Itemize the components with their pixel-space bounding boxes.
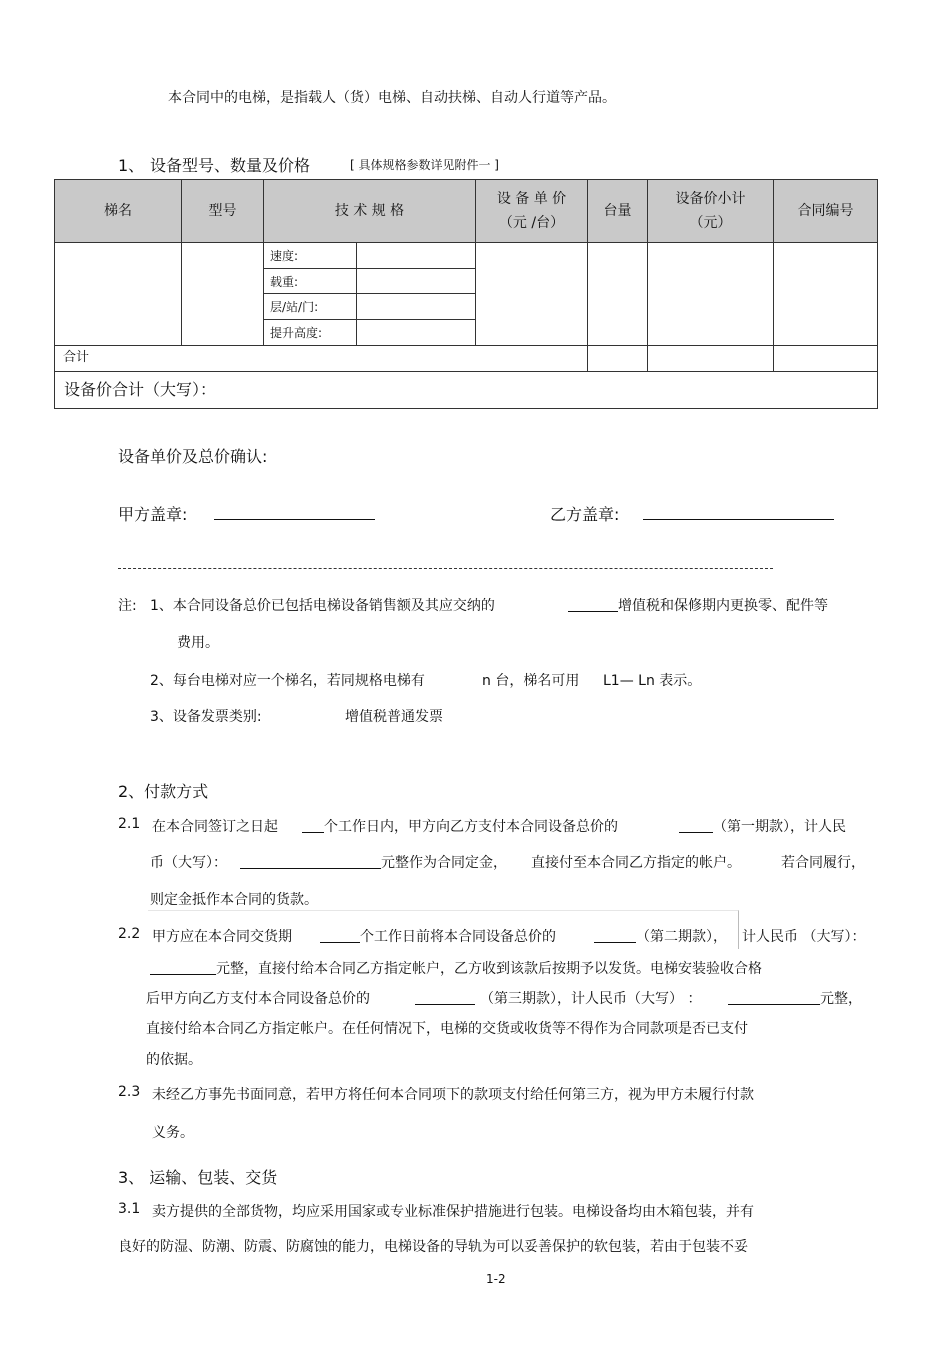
party-a-signature-line [214,519,375,520]
notes-label: 注: [118,598,137,614]
clause-2-2-text: 计人民币 （大写）： [742,929,866,945]
note3-invoice-type: 增值税普通发票 [345,709,443,725]
grand-total-label: 设备价合计（大写）： [64,380,217,399]
clause-2-1-blank-days [302,832,324,833]
divider [118,568,773,569]
clause-3-1-number: 3.1 [118,1201,141,1217]
total-subtotal [647,345,774,372]
note2-text: 2、每台电梯对应一个梯名，若同规格电梯有 [150,673,425,689]
clause-2-2-text: 直接付给本合同乙方指定帐户。在任何情况下，电梯的交货或收货等不得作为合同款项是否已支付 [146,1021,748,1037]
clause-3-1-text: 良好的防湿、防潮、防震、防腐蚀的能力，电梯设备的导轨为可以妥善保护的软包装，若由于包装不妥 [118,1239,748,1255]
clause-2-1-blank-amount [240,868,381,869]
note1-text-end: 费用。 [177,635,219,651]
total-quantity [587,345,648,372]
clause-2-1-blank-percent [679,832,713,833]
clause-2-2-text: 甲方应在本合同交货期 [152,929,292,945]
clause-2-2-text: 的依据。 [146,1052,202,1068]
note3-text: 3、设备发票类别: [150,709,262,725]
note1-text-cont: 增值税和保修期内更换零、配件等 [618,598,828,614]
page-number: 1-2 [486,1272,506,1286]
spec-row-value [356,268,476,294]
cell-subtotal [647,242,774,346]
section1-note: [ 具体规格参数详见附件一 ] [350,158,499,172]
clause-2-2-text: 个工作日前将本合同设备总价的 [360,929,556,945]
header-unit-price [475,179,588,243]
clause-2-2-text: （第二期款）， [636,929,727,945]
note2-text-end: L1— Ln 表示。 [603,673,702,689]
spec-row-value [356,242,476,269]
clause-2-1-text: 若合同履行， [781,855,865,871]
spec-floors-label: 层/站/门: [270,300,319,314]
header-spec-label: 技 术 规 格 [334,203,405,219]
header-name-label: 梯名 [104,203,132,219]
note1-blank [568,611,618,612]
header-quantity-label: 台量 [603,203,632,219]
clause-2-2-text: 后甲方向乙方支付本合同设备总价的 [146,991,370,1007]
cell-contract-no [773,242,878,346]
spec-row-label [263,242,357,269]
confirm-title: 设备单价及总价确认: [118,447,268,466]
cell-model [181,242,264,346]
section3-title: 3、 运输、包装、交货 [118,1168,278,1187]
header-subtotal [647,179,774,243]
clause-2-2-number: 2.2 [118,926,141,942]
header-subtotal-line1: 设备价小计 [675,191,746,207]
total-contract [773,345,878,372]
header-quantity [587,179,648,243]
header-unit-price-line1: 设 备 单 价 [496,191,567,207]
clause-2-1-text: 则定金抵作本合同的货款。 [150,892,318,908]
note1-text: 1、本合同设备总价已包括电梯设备销售额及其应交纳的 [150,598,495,614]
header-subtotal-line2: （元） [689,215,732,231]
cell-quantity [587,242,648,346]
clause-2-3-text: 义务。 [152,1125,194,1141]
party-b-signature-line [643,519,834,520]
spec-row-label [263,319,357,346]
party-b-label: 乙方盖章: [550,505,620,524]
clause-2-3-number: 2.3 [118,1084,141,1100]
spec-row-label [263,268,357,294]
clause-2-1-number: 2.1 [118,816,141,832]
cell-name [54,242,182,346]
clause-2-1-text: （第一期款），计人民 [713,819,846,835]
clause-2-1-text: 币（大写）： [150,855,227,871]
intro-text: 本合同中的电梯，是指载人（货）电梯、自动扶梯、自动人行道等产品。 [168,90,616,106]
clause-2-2-blank-percent [594,942,636,943]
clause-2-2-text: （第三期款），计人民币（大写） ： [480,991,702,1007]
section1-title: 设备型号、数量及价格 [150,156,311,175]
spec-row-value [356,293,476,320]
spec-row-label [263,293,357,320]
clause-2-1-text: 直接付至本合同乙方指定的帐户。 [531,855,741,871]
header-unit-price-line2: （元 /台） [498,215,565,231]
clause-2-1-text: 在本合同签订之日起 [152,819,278,835]
clause-2-2-blank-amount [150,974,216,975]
total-label: 合计 [63,350,90,365]
clause-2-2-text: 元整，直接付给本合同乙方指定帐户，乙方收到该款后按期予以发货。电梯安装验收合格 [216,961,762,977]
header-spec [263,179,476,243]
clause-2-2-blank-percent-3 [415,1004,475,1005]
clause-2-2-blank-amount-3 [728,1004,820,1005]
cell-unit-price [475,242,588,346]
header-contract-no-label: 合同编号 [797,203,854,219]
spec-load-label: 载重: [270,274,299,289]
header-name [54,179,182,243]
spec-height-label: 提升高度: [270,326,323,340]
header-model [181,179,264,243]
section2-title: 2、付款方式 [118,782,209,801]
total-row-label [54,345,588,372]
party-a-label: 甲方盖章: [118,505,188,524]
header-contract-no [773,179,878,243]
spec-row-value [356,319,476,346]
header-model-label: 型号 [208,203,237,219]
spec-speed-label: 速度: [270,249,299,263]
clause-2-2-text: 元整， [820,991,862,1007]
clause-3-1-text: 卖方提供的全部货物，均应采用国家或专业标准保护措施进行包装。电梯设备均由木箱包装，并有 [152,1204,754,1220]
clause-2-1-text: 元整作为合同定金， [381,855,507,871]
clause-2-2-blank-days [320,942,360,943]
clause-2-1-text: 个工作日内，甲方向乙方支付本合同设备总价的 [324,819,618,835]
grand-total-row [54,371,878,409]
note2-text-mid: n 台，梯名可用 [482,673,580,689]
section1-number: 1、 [118,156,145,175]
clause-2-3-text: 未经乙方事先书面同意，若甲方将任何本合同项下的款项支付给任何第三方，视为甲方未履行付款 [152,1087,754,1103]
